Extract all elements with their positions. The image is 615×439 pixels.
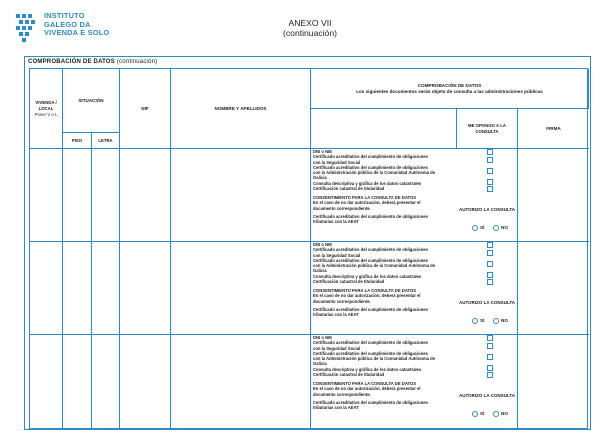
r3-oppose-ss-checkbox[interactable] bbox=[487, 343, 493, 349]
r1-vivienda[interactable] bbox=[30, 149, 63, 242]
col-nif: NIF bbox=[120, 69, 171, 149]
r3-oppose-catastral-tit-checkbox[interactable] bbox=[487, 372, 493, 378]
r1-oppose-ss-checkbox[interactable] bbox=[487, 157, 493, 163]
r3-letra[interactable] bbox=[92, 335, 120, 428]
r3-oppose-catastral-desc-checkbox[interactable] bbox=[487, 365, 493, 371]
r1-oppose-dni-checkbox[interactable] bbox=[487, 149, 493, 155]
r3-oppose-galicia-checkbox[interactable] bbox=[487, 354, 493, 360]
col-piso: PISO bbox=[63, 133, 92, 149]
galicia-crest-icon bbox=[14, 11, 38, 44]
r1-no-radio[interactable] bbox=[493, 225, 499, 231]
r3-si-radio[interactable] bbox=[472, 411, 478, 417]
r3-autorizo-label: AUTORIZO LA CONSULTA bbox=[458, 393, 516, 398]
r2-firma[interactable] bbox=[518, 242, 589, 335]
r3-si-label: SÍ bbox=[480, 411, 485, 416]
section-title: COMPROBACIÓN DE DATOS (continuación) bbox=[28, 59, 158, 65]
r3-doc-list: DNI o NIE Certificado acreditativo del cumplimiento de obligaciones con la Seguridad Social Certificado acreditativo del cumplimiento de obligaciones con la Administración pública de la Comunidad Autónoma de Galicia Consulta descriptiva y gráfica de los datos catastrales Certificación catastral de titularidad CONSENTIMIENTO PARA LA CONSULTA DE DATOS En el caso de no dar autorización, deberá presentar el documento correspondiente. Certificado acreditativo del cumplimiento de obligaciones tributarias con la AEAT bbox=[313, 335, 436, 410]
r1-oppose-catastral-tit-checkbox[interactable] bbox=[487, 186, 493, 192]
r2-no-label: NO bbox=[501, 318, 508, 323]
col-docs-blank bbox=[311, 109, 457, 149]
r3-nombre[interactable] bbox=[171, 335, 311, 428]
org-name: INSTITUTO GALEGO DA VIVENDA E SOLO bbox=[44, 11, 110, 38]
r1-oppose-galicia-checkbox[interactable] bbox=[487, 168, 493, 174]
r3-no-radio[interactable] bbox=[493, 411, 499, 417]
r3-nif[interactable] bbox=[120, 335, 171, 428]
col-comprobacion: COMPROBACIÓN DE DATOS Los siguientes documentos serán objeto de consulta a las administraciones públicas bbox=[311, 69, 589, 109]
r2-oppose-galicia-checkbox[interactable] bbox=[487, 261, 493, 267]
r2-oppose-dni-checkbox[interactable] bbox=[487, 242, 493, 248]
igvs-logo bbox=[14, 11, 154, 51]
r1-piso[interactable] bbox=[63, 149, 92, 242]
r2-no-radio[interactable] bbox=[493, 318, 499, 324]
data-table bbox=[29, 68, 588, 429]
col-letra: LETRA bbox=[92, 133, 120, 149]
col-firma: FIRMA bbox=[518, 109, 589, 149]
r2-docs-cell bbox=[311, 242, 518, 335]
r3-piso[interactable] bbox=[63, 335, 92, 428]
r2-nombre[interactable] bbox=[171, 242, 311, 335]
r1-letra[interactable] bbox=[92, 149, 120, 242]
r1-si-radio[interactable] bbox=[472, 225, 478, 231]
r2-letra[interactable] bbox=[92, 242, 120, 335]
r2-piso[interactable] bbox=[63, 242, 92, 335]
r3-docs-cell bbox=[311, 335, 518, 428]
r1-firma[interactable] bbox=[518, 149, 589, 242]
r1-docs-cell bbox=[311, 149, 518, 242]
r3-oppose-dni-checkbox[interactable] bbox=[487, 335, 493, 341]
r2-vivienda[interactable] bbox=[30, 242, 63, 335]
r2-autorizo-label: AUTORIZO LA CONSULTA bbox=[458, 300, 516, 305]
r2-oppose-ss-checkbox[interactable] bbox=[487, 250, 493, 256]
r1-si-label: SÍ bbox=[480, 225, 485, 230]
r2-oppose-catastral-tit-checkbox[interactable] bbox=[487, 279, 493, 285]
r1-nombre[interactable] bbox=[171, 149, 311, 242]
col-nombre: NOMBRE Y APELLIDOS bbox=[171, 69, 311, 149]
r3-no-label: NO bbox=[501, 411, 508, 416]
r1-doc-list: DNI o NIE Certificado acreditativo del cumplimiento de obligaciones con la Seguridad Social Certificado acreditativo del cumplimiento de obligaciones con la Administración pública de la Comunidad Autónoma de Galicia Consulta descriptiva y gráfica de los datos catastrales Certificación catastral de titularidad CONSENTIMIENTO PARA LA CONSULTA DE DATOS En el caso de no dar autorización, deberá presentar el documento correspondiente. Certificado acreditativo del cumplimiento de obligaciones tributarias con la AEAT bbox=[313, 149, 436, 224]
r2-si-label: SÍ bbox=[480, 318, 485, 323]
r1-nif[interactable] bbox=[120, 149, 171, 242]
r2-oppose-catastral-desc-checkbox[interactable] bbox=[487, 272, 493, 278]
r2-si-radio[interactable] bbox=[472, 318, 478, 324]
r1-autorizo-label: AUTORIZO LA CONSULTA bbox=[458, 207, 516, 212]
col-vivienda-local: VIVENDA / LOCAL Poner V o L bbox=[30, 69, 63, 149]
r2-doc-list: DNI o NIE Certificado acreditativo del cumplimiento de obligaciones con la Seguridad Social Certificado acreditativo del cumplimiento de obligaciones con la Administración pública de la Comunidad Autónoma de Galicia Consulta descriptiva y gráfica de los datos catastrales Certificación catastral de titularidad CONSENTIMIENTO PARA LA CONSULTA DE DATOS En el caso de no dar autorización, deberá presentar el documento correspondiente. Certificado acreditativo del cumplimiento de obligaciones tributarias con la AEAT bbox=[313, 242, 436, 317]
annex-title: ANEXO VII (continuación) bbox=[283, 18, 337, 38]
r3-vivienda[interactable] bbox=[30, 335, 63, 428]
col-me-opongo: ME OPONGO A LA CONSULTA bbox=[457, 109, 518, 149]
r2-nif[interactable] bbox=[120, 242, 171, 335]
r1-oppose-catastral-desc-checkbox[interactable] bbox=[487, 179, 493, 185]
comprobacion-section bbox=[24, 56, 591, 430]
r1-no-label: NO bbox=[501, 225, 508, 230]
r3-firma[interactable] bbox=[518, 335, 589, 428]
col-situacion: SITUACIÓN bbox=[63, 69, 120, 133]
